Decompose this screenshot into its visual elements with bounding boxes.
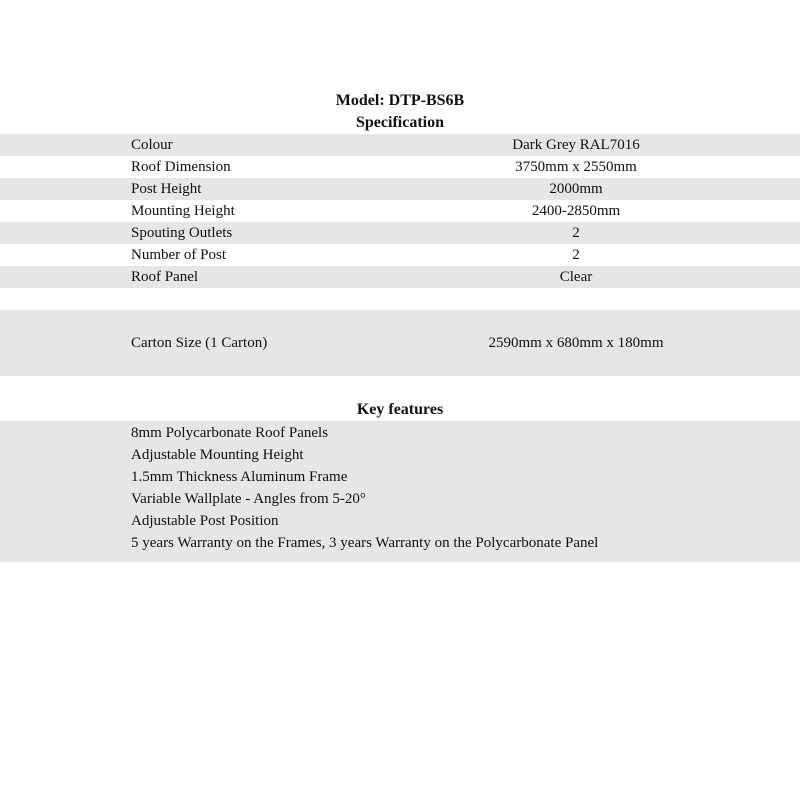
spec-row-colour	[0, 134, 800, 156]
feature-item: 5 years Warranty on the Frames, 3 years Warranty on the Polycarbonate Panel	[131, 535, 599, 551]
spec-value: Dark Grey RAL7016	[512, 137, 640, 153]
spec-row-spouting-outlets	[0, 222, 800, 244]
spec-value: Clear	[559, 269, 593, 285]
carton-size-value: 2590mm x 680mm x 180mm	[488, 335, 664, 351]
spec-row-mounting-height	[0, 200, 800, 222]
spec-value: 3750mm x 2550mm	[515, 159, 637, 175]
specification-heading: Specification	[356, 114, 444, 131]
feature-item: Adjustable Mounting Height	[131, 447, 304, 463]
spec-row-post-height	[0, 178, 800, 200]
feature-item: Variable Wallplate - Angles from 5-20°	[131, 491, 366, 507]
feature-item: 8mm Polycarbonate Roof Panels	[131, 425, 329, 441]
spec-row-roof-dimension	[0, 156, 800, 178]
spec-row-roof-panel	[0, 266, 800, 288]
carton-size-row	[0, 310, 800, 376]
carton-size-label: Carton Size (1 Carton)	[131, 335, 268, 351]
feature-item: 1.5mm Thickness Aluminum Frame	[131, 469, 348, 485]
model-title: Model: DTP-BS6B	[335, 92, 465, 109]
key-features-list	[0, 421, 800, 562]
spec-label: Colour	[131, 137, 173, 153]
spec-value: 2	[572, 247, 580, 263]
key-features-heading: Key features	[356, 401, 444, 418]
spec-label: Mounting Height	[131, 203, 235, 219]
spec-value: 2000mm	[549, 181, 603, 197]
spec-value: 2	[572, 225, 580, 241]
spec-value: 2400-2850mm	[531, 203, 621, 219]
feature-item: Adjustable Post Position	[131, 513, 279, 529]
spec-label: Roof Panel	[131, 269, 199, 285]
spec-label: Spouting Outlets	[131, 225, 233, 241]
spec-row-number-of-post	[0, 244, 800, 266]
spec-label: Number of Post	[131, 247, 226, 263]
spec-label: Post Height	[131, 181, 202, 197]
spec-label: Roof Dimension	[131, 159, 231, 175]
